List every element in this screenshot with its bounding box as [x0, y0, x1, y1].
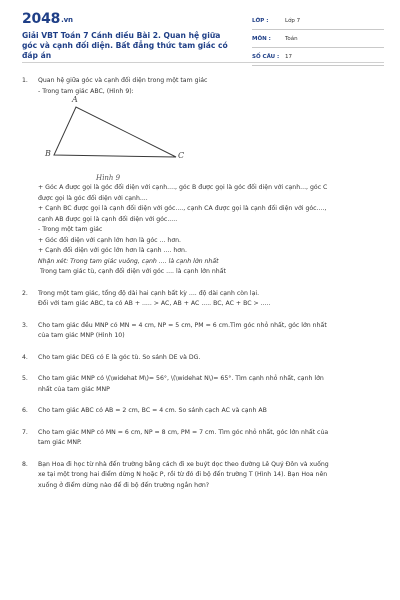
- question-text: xuống ở điểm dừng nào để đi bộ đến trường ngắn hơn?: [38, 481, 210, 489]
- question-6: [0, 406, 400, 417]
- answer-line: + Góc A được gọi là góc đối diện với cạnh...., góc B được gọi là góc đối diện với cạnh..., góc C: [38, 184, 328, 191]
- page-title: Giải VBT Toán 7 Cánh diều Bài 2. Quan hệ giữa góc và cạnh đối diện. Bất đẳng thức tam giác có đáp án: [22, 31, 228, 60]
- question-number: 2.: [22, 289, 28, 297]
- meta-row-class: [252, 14, 384, 30]
- answer-line: cạnh AB được gọi là cạnh đối diện với góc.....: [38, 215, 178, 223]
- question-text: xe tại một trong hai điểm dừng N hoặc P, rồi từ đó đi bộ đến trường T (Hình 14). Bạn Hoa nên: [38, 471, 328, 478]
- question-text: - Trong tam giác ABC, (Hình 9):: [38, 87, 134, 95]
- question-text: Cho tam giác đều MNP có MN = 4 cm, NP = 5 cm, PM = 6 cm.Tìm góc nhỏ nhất, góc lớn nhất: [38, 321, 327, 329]
- answer-line: + Cạnh đối diện với góc lớn hơn là cạnh .... hơn.: [38, 247, 187, 254]
- meta-value-class: Lớp 7: [285, 18, 301, 24]
- triangle-figure: [38, 95, 208, 182]
- answer-line: - Trong một tam giác: [38, 226, 103, 233]
- spacer: [0, 417, 400, 428]
- answer-line: được gọi là góc đối diện với cạnh....: [38, 194, 148, 202]
- answer-block: [38, 183, 386, 278]
- question-text: Quan hệ giữa góc và cạnh đối diện trong một tam giác: [38, 77, 208, 84]
- question-7: [0, 428, 400, 449]
- question-1: [0, 76, 400, 278]
- meta-value-count: 17: [285, 54, 292, 60]
- meta-label-subject: MÔN :: [252, 36, 271, 42]
- question-2: [0, 289, 400, 310]
- question-text: của tam giác MNP (Hình 10): [38, 332, 125, 339]
- vertex-label-c: C: [178, 151, 185, 160]
- spacer: [0, 310, 400, 321]
- spacer: [0, 342, 400, 353]
- question-3: [0, 321, 400, 342]
- header-divider: [22, 62, 384, 63]
- question-number: 7.: [22, 428, 28, 436]
- question-text: Cho tam giác ABC có AB = 2 cm, BC = 4 cm. So sánh cạch AC và cạnh AB: [38, 407, 267, 414]
- meta-value-subject: Toán: [285, 36, 298, 42]
- meta-label-class: LỚP :: [252, 18, 269, 24]
- question-number: 8.: [22, 460, 28, 468]
- meta-row-subject: [252, 32, 384, 48]
- question-text: Cho tam giác MNP có MN = 6 cm, NP = 8 cm, PM = 7 cm. Tìm góc nhỏ nhất, góc lớn nhất của: [38, 428, 329, 436]
- question-text: tam giác MNP.: [38, 439, 82, 446]
- answer-line: + Góc đối diện với cạnh lớn hơn là góc ... hơn.: [38, 236, 181, 244]
- metadata-panel: [252, 14, 384, 68]
- figure-caption: Hình 9: [96, 174, 121, 182]
- spacer: [0, 395, 400, 406]
- spacer: [0, 278, 400, 289]
- question-number: 1.: [22, 77, 28, 84]
- question-text: Cho tam giác DEG có E là góc tù. So sánh DE và DG.: [38, 353, 201, 361]
- logo-main: 2048: [22, 11, 61, 27]
- question-text: Trong một tam giác, tổng độ dài hai cạnh bất kỳ .... độ dài cạnh còn lại.: [38, 289, 260, 297]
- question-text: Đối với tam giác ABC, ta có AB + ..... > AC, AB + AC ..... BC, AC + BC > .....: [38, 300, 271, 307]
- question-text: Bạn Hoa đi học từ nhà đến trường bằng cách đi xe buýt dọc theo đường Lê Quý Đôn và xuống: [38, 460, 329, 468]
- document-header: [0, 0, 400, 64]
- question-number: 6.: [22, 407, 28, 414]
- question-text: nhất của tam giác MNP: [38, 385, 110, 393]
- vertex-label-b: B: [45, 149, 51, 158]
- meta-label-count: SỐ CÂU :: [252, 54, 280, 60]
- answer-line: Trong tam giác tù, cạnh đối diện với góc .... là cạnh lớn nhất: [40, 268, 226, 275]
- meta-row-count: [252, 50, 384, 66]
- question-number: 5.: [22, 375, 28, 382]
- site-logo[interactable]: [22, 12, 73, 26]
- vertex-label-a: A: [72, 95, 78, 104]
- triangle-diagram: [38, 99, 208, 179]
- question-4: [0, 353, 400, 364]
- question-number: 3.: [22, 321, 28, 329]
- question-text: Cho tam giác MNP có \(\widehat M\)= 56°, \(\widehat N\)= 65°. Tìm cạnh nhỏ nhất, cạnh lớn: [38, 375, 324, 382]
- question-8: [0, 460, 400, 492]
- spacer: [0, 363, 400, 374]
- spacer: [0, 449, 400, 460]
- questions-list: [0, 76, 400, 491]
- answer-line: + Cạnh BC được gọi là cạnh đối diện với góc...., cạnh CA được gọi là cạnh đối diện với góc....,: [38, 205, 327, 212]
- logo-suffix: .vn: [61, 16, 73, 24]
- question-5: [0, 374, 400, 395]
- question-number: 4.: [22, 353, 28, 361]
- answer-line: Nhận xét: Trong tam giác vuông, cạnh .... là cạnh lớn nhất: [38, 257, 219, 265]
